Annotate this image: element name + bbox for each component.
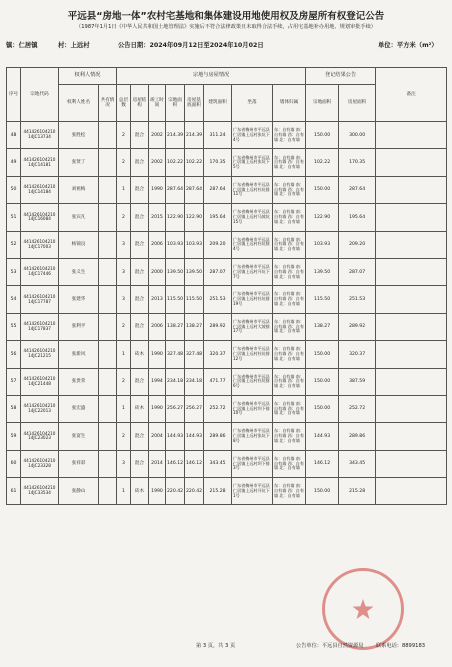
row-reg-land: 122.90 <box>306 204 339 231</box>
row-seq: 52 <box>7 231 21 258</box>
header-base-area: 房屋基底面积 <box>185 85 204 122</box>
row-structure: 混合 <box>131 258 149 285</box>
row-owner: 张建华 <box>59 286 99 313</box>
row-land-code: 441426104210 14JC17446 <box>21 258 59 285</box>
row-build-area: 252.72 <box>204 395 232 422</box>
row-location: 广东省梅州市平远县仁居镇上远村坝下排3号 <box>232 450 273 477</box>
row-year: 1994 <box>149 368 166 395</box>
row-base-area: 122.90 <box>185 204 204 231</box>
row-reg-land: 150.00 <box>306 478 339 505</box>
row-structure: 混合 <box>131 176 149 203</box>
row-year: 2000 <box>149 258 166 285</box>
row-shared <box>99 204 117 231</box>
row-reg-build: 289.86 <box>339 423 376 450</box>
header-boundary: 墙体归属 <box>273 85 306 122</box>
row-floors: 2 <box>117 313 131 340</box>
row-build-area: 311.24 <box>204 122 232 149</box>
row-seq: 54 <box>7 286 21 313</box>
row-remark <box>376 176 447 203</box>
row-base-area: 214.39 <box>185 122 204 149</box>
row-boundary: 东：自有墙 南：自有墙 西：自有墙 北：自有墙 <box>273 204 306 231</box>
notice-period: 公告日期：2024年09月12日至2024年10月02日 <box>118 42 264 49</box>
row-owner: 张义生 <box>59 258 99 285</box>
row-shared <box>99 286 117 313</box>
header-shared: 共有情况 <box>99 85 117 122</box>
row-seq: 61 <box>7 478 21 505</box>
row-structure: 混合 <box>131 204 149 231</box>
row-owner: 刘祖梅 <box>59 176 99 203</box>
row-land-area: 214.39 <box>166 122 185 149</box>
row-structure: 混合 <box>131 368 149 395</box>
row-build-area: 287.64 <box>204 176 232 203</box>
row-boundary: 东：自有墙 南：自有墙 西：自有墙 北：自有墙 <box>273 341 306 368</box>
row-shared <box>99 176 117 203</box>
row-floors: 1 <box>117 478 131 505</box>
row-year: 2002 <box>149 122 166 149</box>
row-reg-land: 102.22 <box>306 149 339 176</box>
row-location: 广东省梅州市平远县仁居镇上远村杜坑排12号 <box>232 341 273 368</box>
row-base-area: 287.64 <box>185 176 204 203</box>
row-land-code: 441426104210 14JC21448 <box>21 368 59 395</box>
row-floors: 2 <box>117 204 131 231</box>
row-reg-land: 150.00 <box>306 176 339 203</box>
row-location: 广东省梅州市平远县仁居镇上远村马坡坑15号 <box>232 204 273 231</box>
row-land-code: 441426104210 14JC22013 <box>21 395 59 422</box>
row-land-area: 102.22 <box>166 149 185 176</box>
row-floors: 3 <box>117 231 131 258</box>
row-owner: 张宾凡 <box>59 204 99 231</box>
row-remark <box>376 423 447 450</box>
header-remark: 备注 <box>376 68 447 122</box>
row-land-area: 327.48 <box>166 341 185 368</box>
row-build-area: 215.28 <box>204 478 232 505</box>
row-shared <box>99 478 117 505</box>
row-shared <box>99 450 117 477</box>
header-floors: 总层数 <box>117 85 131 122</box>
row-base-area: 146.12 <box>185 450 204 477</box>
row-shared <box>99 395 117 422</box>
row-base-area: 139.50 <box>185 258 204 285</box>
row-land-code: 441426104210 14JC33534 <box>21 478 59 505</box>
table-row <box>7 450 447 477</box>
row-remark <box>376 149 447 176</box>
row-year: 2006 <box>149 231 166 258</box>
row-owner: 张宏盛 <box>59 395 99 422</box>
row-build-area: 170.35 <box>204 149 232 176</box>
row-build-area: 209.20 <box>204 231 232 258</box>
table-row <box>7 122 447 149</box>
row-boundary: 东：自有墙 南：自有墙 西：自有墙 北：自有墙 <box>273 450 306 477</box>
row-location: 广东省梅州市平远县仁居镇上远村张坑下8号 <box>232 423 273 450</box>
row-floors: 1 <box>117 176 131 203</box>
row-boundary: 东：自有墙 南：自有墙 西：自有墙 北：自有墙 <box>273 231 306 258</box>
table-row <box>7 478 447 505</box>
row-remark <box>376 368 447 395</box>
row-build-area: 287.07 <box>204 258 232 285</box>
row-owner: 张利平 <box>59 313 99 340</box>
registration-table <box>6 67 447 505</box>
row-location: 广东省梅州市平远县仁居镇上远村张坑下5号 <box>232 149 273 176</box>
table-row <box>7 395 447 422</box>
row-location: 广东省梅州市平远县仁居镇上远村张坑下4号 <box>232 122 273 149</box>
table-row <box>7 176 447 203</box>
header-land-house: 宗地与房屋情况 <box>117 68 306 85</box>
row-year: 2013 <box>149 286 166 313</box>
row-structure: 砖木 <box>131 395 149 422</box>
row-land-code: 441426104210 14JC17787 <box>21 286 59 313</box>
row-year: 2015 <box>149 204 166 231</box>
row-land-area: 115.50 <box>166 286 185 313</box>
row-owner: 张富生 <box>59 423 99 450</box>
row-reg-land: 139.50 <box>306 258 339 285</box>
row-floors: 1 <box>117 395 131 422</box>
row-remark <box>376 395 447 422</box>
table-row <box>7 149 447 176</box>
header-rights: 权利人情况 <box>59 68 117 85</box>
row-boundary: 东：自有墙 南：自有墙 西：自有墙 北：自有墙 <box>273 478 306 505</box>
row-structure: 混合 <box>131 450 149 477</box>
row-location: 广东省梅州市平远县仁居镇上远村坝下排10号 <box>232 395 273 422</box>
publisher: 公告单位：平远县自然资源局 <box>296 643 364 649</box>
row-reg-build: 170.35 <box>339 149 376 176</box>
row-reg-build: 252.72 <box>339 395 376 422</box>
header-location: 坐落 <box>232 85 273 122</box>
contact-phone: 联系电话：8899183 <box>376 643 426 649</box>
row-structure: 混合 <box>131 149 149 176</box>
row-land-code: 441426104210 14JC23328 <box>21 450 59 477</box>
row-boundary: 东：自有墙 南：自有墙 西：自有墙 北：自有墙 <box>273 122 306 149</box>
row-land-code: 441426104210 14JC21215 <box>21 341 59 368</box>
row-land-area: 256.27 <box>166 395 185 422</box>
village-label: 村：上远村 <box>58 42 90 49</box>
table-row <box>7 313 447 340</box>
row-land-code: 441426104210 14JC23023 <box>21 423 59 450</box>
row-land-code: 441426104210 14JC17837 <box>21 313 59 340</box>
row-structure: 混合 <box>131 313 149 340</box>
row-seq: 48 <box>7 122 21 149</box>
header-reg-build: 房屋面积 <box>339 85 376 122</box>
row-base-area: 220.42 <box>185 478 204 505</box>
row-land-code: 441426104210 14JC14181 <box>21 149 59 176</box>
row-structure: 砖木 <box>131 478 149 505</box>
page-title: 平远县“房地一体”农村宅基地和集体建设用地使用权及房屋所有权登记公告 <box>67 11 385 22</box>
row-owner: 张贤丁 <box>59 149 99 176</box>
row-reg-land: 138.27 <box>306 313 339 340</box>
header-owner: 权利人姓名 <box>59 85 99 122</box>
row-remark <box>376 341 447 368</box>
row-year: 1990 <box>149 341 166 368</box>
row-land-area: 220.42 <box>166 478 185 505</box>
row-shared <box>99 122 117 149</box>
table-row <box>7 423 447 450</box>
row-reg-land: 150.00 <box>306 122 339 149</box>
row-remark <box>376 204 447 231</box>
unit-label: 单位：平方米（m²） <box>378 42 438 49</box>
row-floors: 2 <box>117 368 131 395</box>
row-seq: 50 <box>7 176 21 203</box>
row-owner: 杨锦良 <box>59 231 99 258</box>
header-year: 竣工时间 <box>149 85 166 122</box>
row-location: 广东省梅州市平远县仁居镇上远村杜坑排6号 <box>232 368 273 395</box>
row-boundary: 东：自有墙 南：自有墙 西：自有墙 北：自有墙 <box>273 176 306 203</box>
row-owner: 张贵荣 <box>59 368 99 395</box>
row-seq: 60 <box>7 450 21 477</box>
row-seq: 57 <box>7 368 21 395</box>
row-location: 广东省梅州市平远县仁居镇上远村杜坑排11号 <box>232 176 273 203</box>
row-reg-build: 387.59 <box>339 368 376 395</box>
row-land-area: 103.93 <box>166 231 185 258</box>
row-base-area: 102.22 <box>185 149 204 176</box>
row-land-code: 441426104210 14JC16084 <box>21 204 59 231</box>
row-base-area: 327.48 <box>185 341 204 368</box>
row-structure: 混合 <box>131 423 149 450</box>
header-registration: 登记结果公告 <box>306 68 376 85</box>
header-code: 宗地代码 <box>21 68 59 122</box>
row-land-code: 441426104210 14JC13734 <box>21 122 59 149</box>
header-build-area: 建筑面积 <box>204 85 232 122</box>
row-floors: 3 <box>117 450 131 477</box>
row-structure: 混合 <box>131 286 149 313</box>
table-row <box>7 204 447 231</box>
row-floors: 1 <box>117 341 131 368</box>
row-build-area: 289.92 <box>204 313 232 340</box>
row-location: 广东省梅州市平远县仁居镇上远村杜坑排4号 <box>232 231 273 258</box>
row-boundary: 东：自有墙 南：自有墙 西：自有墙 北：自有墙 <box>273 149 306 176</box>
row-base-area: 144.93 <box>185 423 204 450</box>
row-build-area: 289.86 <box>204 423 232 450</box>
row-seq: 58 <box>7 395 21 422</box>
row-boundary: 东：自有墙 南：自有墙 西：自有墙 北：自有墙 <box>273 368 306 395</box>
header-seq: 序号 <box>7 68 21 122</box>
table-row <box>7 258 447 285</box>
row-remark <box>376 478 447 505</box>
row-reg-build: 300.00 <box>339 122 376 149</box>
table-row <box>7 341 447 368</box>
row-location: 广东省梅州市平远县仁居镇上远村开坑下7号 <box>232 258 273 285</box>
row-year: 1990 <box>149 395 166 422</box>
row-year: 2002 <box>149 149 166 176</box>
header-structure: 房屋结构 <box>131 85 149 122</box>
row-structure: 混合 <box>131 231 149 258</box>
row-reg-build: 287.64 <box>339 176 376 203</box>
row-location: 广东省梅州市平远县仁居镇上远村开坑下1号 <box>232 478 273 505</box>
row-remark <box>376 258 447 285</box>
header-land-area: 宗地面积 <box>166 85 185 122</box>
header-reg-land: 宗地面积 <box>306 85 339 122</box>
row-remark <box>376 231 447 258</box>
row-shared <box>99 231 117 258</box>
row-land-area: 139.50 <box>166 258 185 285</box>
row-base-area: 138.27 <box>185 313 204 340</box>
row-reg-build: 195.64 <box>339 204 376 231</box>
row-floors: 3 <box>117 286 131 313</box>
row-owner: 张静山 <box>59 478 99 505</box>
row-land-area: 122.90 <box>166 204 185 231</box>
row-reg-build: 209.20 <box>339 231 376 258</box>
row-floors: 2 <box>117 122 131 149</box>
row-owner: 张新风 <box>59 341 99 368</box>
row-base-area: 103.93 <box>185 231 204 258</box>
row-shared <box>99 423 117 450</box>
row-reg-build: 287.07 <box>339 258 376 285</box>
row-build-area: 343.45 <box>204 450 232 477</box>
row-build-area: 195.64 <box>204 204 232 231</box>
row-year: 2004 <box>149 423 166 450</box>
table-row <box>7 286 447 313</box>
table-row <box>7 231 447 258</box>
row-build-area: 251.53 <box>204 286 232 313</box>
row-boundary: 东：自有墙 南：自有墙 西：自有墙 北：自有墙 <box>273 286 306 313</box>
row-floors: 2 <box>117 149 131 176</box>
row-seq: 51 <box>7 204 21 231</box>
page-subtitle: （1987年1月1日《中华人民共和国土地管理法》实施后不符合法律政策且未取得合法手续，占用宅基地补办用地、规划审批手续） <box>76 24 376 30</box>
row-reg-land: 150.00 <box>306 395 339 422</box>
row-year: 1990 <box>149 176 166 203</box>
row-seq: 56 <box>7 341 21 368</box>
row-owner: 张胜松 <box>59 122 99 149</box>
row-year: 1990 <box>149 478 166 505</box>
official-seal <box>322 568 404 650</box>
row-seq: 59 <box>7 423 21 450</box>
row-reg-land: 103.93 <box>306 231 339 258</box>
row-reg-land: 150.00 <box>306 368 339 395</box>
row-boundary: 东：自有墙 南：自有墙 西：自有墙 北：自有墙 <box>273 395 306 422</box>
row-boundary: 东：自有墙 南：自有墙 西：自有墙 北：自有墙 <box>273 423 306 450</box>
row-seq: 49 <box>7 149 21 176</box>
row-year: 2006 <box>149 313 166 340</box>
row-remark <box>376 286 447 313</box>
row-floors: 2 <box>117 423 131 450</box>
row-land-area: 234.18 <box>166 368 185 395</box>
row-seq: 55 <box>7 313 21 340</box>
row-reg-build: 215.28 <box>339 478 376 505</box>
row-base-area: 234.18 <box>185 368 204 395</box>
row-reg-land: 146.12 <box>306 450 339 477</box>
page-number: 第 3 页，共 3 页 <box>196 643 236 649</box>
row-seq: 53 <box>7 258 21 285</box>
row-reg-land: 115.50 <box>306 286 339 313</box>
row-reg-build: 320.37 <box>339 341 376 368</box>
row-land-area: 144.93 <box>166 423 185 450</box>
row-shared <box>99 341 117 368</box>
row-reg-land: 150.00 <box>306 341 339 368</box>
row-year: 2014 <box>149 450 166 477</box>
row-floors: 3 <box>117 258 131 285</box>
row-remark <box>376 450 447 477</box>
row-land-area: 138.27 <box>166 313 185 340</box>
row-location: 广东省梅州市平远县仁居镇上远村大坡排17号 <box>232 313 273 340</box>
row-location: 广东省梅州市平远县仁居镇上远村杜坑排19号 <box>232 286 273 313</box>
row-owner: 张祥彩 <box>59 450 99 477</box>
row-land-code: 441426104210 14JC17003 <box>21 231 59 258</box>
row-shared <box>99 313 117 340</box>
row-build-area: 320.37 <box>204 341 232 368</box>
row-structure: 混合 <box>131 122 149 149</box>
table-row <box>7 368 447 395</box>
row-land-area: 287.64 <box>166 176 185 203</box>
row-reg-build: 343.45 <box>339 450 376 477</box>
row-shared <box>99 258 117 285</box>
row-reg-build: 289.92 <box>339 313 376 340</box>
town-label: 镇：仁居镇 <box>6 42 38 49</box>
row-land-code: 441426104210 14JC14184 <box>21 176 59 203</box>
row-shared <box>99 149 117 176</box>
row-boundary: 东：自有墙 南：自有墙 西：自有墙 北：自有墙 <box>273 313 306 340</box>
row-base-area: 256.27 <box>185 395 204 422</box>
row-reg-land: 144.93 <box>306 423 339 450</box>
row-base-area: 115.50 <box>185 286 204 313</box>
row-structure: 砖木 <box>131 341 149 368</box>
row-shared <box>99 368 117 395</box>
row-remark <box>376 313 447 340</box>
row-boundary: 东：自有墙 南：自有墙 西：自有墙 北：自有墙 <box>273 258 306 285</box>
row-land-area: 146.12 <box>166 450 185 477</box>
row-build-area: 471.77 <box>204 368 232 395</box>
row-reg-build: 251.53 <box>339 286 376 313</box>
row-remark <box>376 122 447 149</box>
